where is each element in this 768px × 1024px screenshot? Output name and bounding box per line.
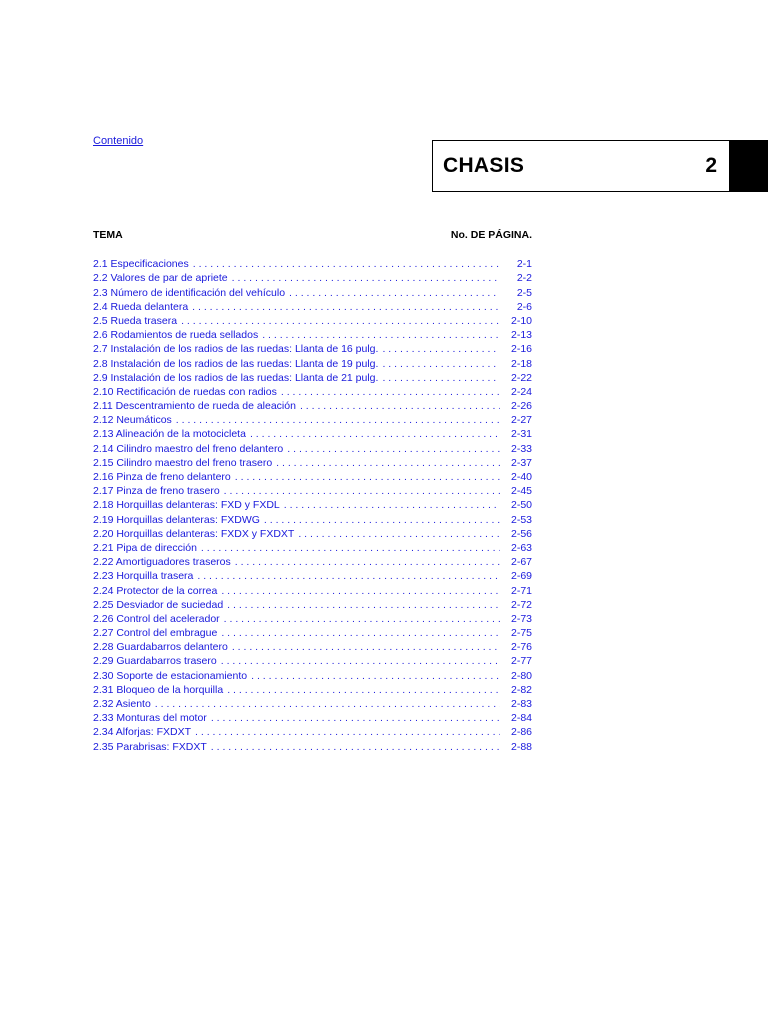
toc-dot-leader xyxy=(224,613,500,625)
toc-entry-title: 2.21 Pipa de dirección xyxy=(93,541,197,554)
toc-entry-title: 2.8 Instalación de los radios de las ruedas: Llanta de 19 pulg. xyxy=(93,357,379,370)
chapter-tab-marker xyxy=(730,140,768,192)
toc-entry-page: 2-18 xyxy=(510,357,532,370)
toc-dot-leader xyxy=(284,499,500,511)
table-of-contents xyxy=(93,256,532,753)
toc-dot-leader xyxy=(235,556,500,568)
toc-entry[interactable] xyxy=(93,554,532,568)
toc-entry[interactable] xyxy=(93,455,532,469)
toc-entry[interactable] xyxy=(93,341,532,355)
toc-entry-title: 2.12 Neumáticos xyxy=(93,414,172,427)
toc-entry-page: 2-71 xyxy=(510,584,532,597)
toc-entry-title: 2.28 Guardabarros delantero xyxy=(93,641,228,654)
toc-entry-page: 2-2 xyxy=(516,272,532,285)
toc-entry[interactable] xyxy=(93,284,532,298)
chapter-number: 2 xyxy=(705,154,717,177)
toc-entry-title: 2.18 Horquillas delanteras: FXD y FXDL xyxy=(93,499,280,512)
toc-dot-leader xyxy=(224,485,500,497)
toc-entry[interactable] xyxy=(93,370,532,384)
toc-entry-page: 2-67 xyxy=(510,556,532,569)
toc-entry[interactable] xyxy=(93,526,532,540)
toc-entry[interactable] xyxy=(93,540,532,554)
toc-dot-leader xyxy=(232,641,500,653)
toc-entry-page: 2-82 xyxy=(510,683,532,696)
toc-dot-leader xyxy=(176,414,500,426)
toc-entry-page: 2-33 xyxy=(510,442,532,455)
toc-dot-leader xyxy=(193,258,500,270)
toc-dot-leader xyxy=(289,287,500,299)
toc-entry-title: 2.17 Pinza de freno trasero xyxy=(93,485,220,498)
toc-entry[interactable] xyxy=(93,327,532,341)
toc-entry-page: 2-84 xyxy=(510,712,532,725)
toc-entry[interactable] xyxy=(93,483,532,497)
page-column-heading: No. DE PÁGINA. xyxy=(450,229,532,241)
toc-entry-title: 2.31 Bloqueo de la horquilla xyxy=(93,683,224,696)
toc-entry[interactable] xyxy=(93,625,532,639)
toc-entry-title: 2.2 Valores de par de apriete xyxy=(93,272,228,285)
toc-entry[interactable] xyxy=(93,398,532,412)
toc-entry-page: 2-45 xyxy=(510,485,532,498)
toc-entry-title: 2.15 Cilindro maestro del freno trasero xyxy=(93,456,273,469)
toc-dot-leader xyxy=(221,627,500,639)
toc-entry-title: 2.19 Horquillas delanteras: FXDWG xyxy=(93,513,260,526)
toc-entry-page: 2-22 xyxy=(510,371,532,384)
toc-entry[interactable] xyxy=(93,256,532,270)
toc-dot-leader xyxy=(181,315,500,327)
toc-entry[interactable] xyxy=(93,299,532,313)
toc-entry[interactable] xyxy=(93,667,532,681)
toc-entry[interactable] xyxy=(93,313,532,327)
toc-entry[interactable] xyxy=(93,412,532,426)
toc-entry-title: 2.3 Número de identificación del vehículo xyxy=(93,286,286,299)
toc-dot-leader xyxy=(227,599,500,611)
toc-entry[interactable] xyxy=(93,724,532,738)
toc-entry[interactable] xyxy=(93,653,532,667)
chapter-header-box xyxy=(432,140,730,192)
toc-entry-page: 2-69 xyxy=(510,570,532,583)
toc-entry-page: 2-6 xyxy=(516,300,532,313)
toc-dot-leader xyxy=(211,712,500,724)
toc-entry-title: 2.13 Alineación de la motocicleta xyxy=(93,428,246,441)
toc-entry[interactable] xyxy=(93,270,532,284)
toc-dot-leader xyxy=(211,741,500,753)
toc-dot-leader xyxy=(221,655,500,667)
toc-dot-leader xyxy=(232,272,500,284)
toc-entry-page: 2-16 xyxy=(510,343,532,356)
toc-entry[interactable] xyxy=(93,597,532,611)
toc-entry-title: 2.1 Especificaciones xyxy=(93,258,189,271)
toc-entry[interactable] xyxy=(93,582,532,596)
toc-entry-title: 2.29 Guardabarros trasero xyxy=(93,655,217,668)
toc-entry-title: 2.9 Instalación de los radios de las ruedas: Llanta de 21 pulg. xyxy=(93,371,379,384)
toc-entry-title: 2.4 Rueda delantera xyxy=(93,300,189,313)
toc-entry-page: 2-76 xyxy=(510,641,532,654)
toc-dot-leader xyxy=(227,684,500,696)
toc-entry-title: 2.22 Amortiguadores traseros xyxy=(93,556,231,569)
chapter-title: CHASIS xyxy=(443,154,525,177)
toc-entry-page: 2-75 xyxy=(510,627,532,640)
toc-entry[interactable] xyxy=(93,497,532,511)
toc-entry-title: 2.16 Pinza de freno delantero xyxy=(93,471,231,483)
toc-entry-page: 2-56 xyxy=(510,527,532,540)
toc-entry[interactable] xyxy=(93,682,532,696)
toc-entry[interactable] xyxy=(93,611,532,625)
toc-entry-page: 2-24 xyxy=(510,385,532,398)
contents-link[interactable]: Contenido xyxy=(93,135,144,147)
toc-dot-leader xyxy=(235,471,500,483)
toc-entry[interactable] xyxy=(93,568,532,582)
toc-entry-title: 2.27 Control del embrague xyxy=(93,627,218,640)
toc-entry-page: 2-80 xyxy=(510,669,532,682)
toc-entry-page: 2-53 xyxy=(510,513,532,526)
toc-entry-page: 2-88 xyxy=(510,740,532,753)
toc-dot-leader xyxy=(251,670,500,682)
toc-entry-page: 2-5 xyxy=(516,286,532,299)
toc-entry-page: 2-83 xyxy=(510,698,532,710)
toc-entry[interactable] xyxy=(93,426,532,440)
toc-entry-title: 2.7 Instalación de los radios de las ruedas: Llanta de 16 pulg. xyxy=(93,343,379,356)
toc-dot-leader xyxy=(195,726,500,738)
toc-entry-page: 2-10 xyxy=(510,314,532,327)
toc-entry-title: 2.5 Rueda trasera xyxy=(93,314,178,327)
toc-entry-title: 2.24 Protector de la correa xyxy=(93,584,218,597)
toc-entry[interactable] xyxy=(93,696,532,710)
toc-entry-page: 2-50 xyxy=(510,499,532,512)
toc-entry[interactable] xyxy=(93,355,532,369)
toc-entry-page: 2-26 xyxy=(510,400,532,413)
toc-dot-leader xyxy=(382,358,500,370)
toc-entry[interactable] xyxy=(93,469,532,483)
toc-entry-title: 2.33 Monturas del motor xyxy=(93,712,207,725)
toc-dot-leader xyxy=(192,301,500,313)
toc-entry-page: 2-63 xyxy=(510,541,532,554)
toc-entry-title: 2.25 Desviador de suciedad xyxy=(93,598,224,611)
toc-dot-leader xyxy=(287,443,500,455)
toc-entry-title: 2.11 Descentramiento de rueda de aleación xyxy=(93,400,296,413)
toc-dot-leader xyxy=(300,400,500,412)
toc-entry-title: 2.23 Horquilla trasera xyxy=(93,570,194,583)
toc-dot-leader xyxy=(262,329,500,341)
toc-entry-page: 2-73 xyxy=(510,612,532,625)
toc-entry-title: 2.20 Horquillas delanteras: FXDX y FXDXT xyxy=(93,527,295,540)
toc-entry-page: 2-86 xyxy=(510,726,532,739)
toc-dot-leader xyxy=(155,698,500,710)
toc-dot-leader xyxy=(382,372,500,384)
toc-entry-page: 2-72 xyxy=(510,598,532,611)
toc-dot-leader xyxy=(221,585,500,597)
toc-entry-page: 2-27 xyxy=(510,414,532,427)
toc-entry-title: 2.10 Rectificación de ruedas con radios xyxy=(93,385,277,398)
toc-entry-page: 2-1 xyxy=(516,258,532,271)
toc-entry-title: 2.6 Rodamientos de rueda sellados xyxy=(93,329,259,342)
toc-entry-title: 2.35 Parabrisas: FXDXT xyxy=(93,740,207,753)
toc-entry[interactable] xyxy=(93,440,532,454)
toc-dot-leader xyxy=(281,386,500,398)
toc-entry-title: 2.30 Soporte de estacionamiento xyxy=(93,669,248,682)
toc-dot-leader xyxy=(250,428,500,440)
toc-entry-page: 2-77 xyxy=(510,655,532,668)
toc-entry[interactable] xyxy=(93,639,532,653)
toc-dot-leader xyxy=(382,343,500,355)
toc-dot-leader xyxy=(201,542,500,554)
toc-entry-title: 2.26 Control del acelerador xyxy=(93,612,220,625)
toc-entry-title: 2.34 Alforjas: FXDXT xyxy=(93,726,192,739)
toc-entry-page: 2-31 xyxy=(510,428,532,441)
toc-entry[interactable] xyxy=(93,384,532,398)
toc-entry[interactable] xyxy=(93,511,532,525)
toc-entry-title: 2.32 Asiento xyxy=(93,698,151,710)
toc-entry[interactable] xyxy=(93,738,532,752)
toc-entry-page: 2-13 xyxy=(510,329,532,342)
toc-entry-page: 2-40 xyxy=(510,471,532,483)
toc-entry[interactable] xyxy=(93,710,532,724)
topic-column-heading: TEMA xyxy=(93,229,123,241)
toc-dot-leader xyxy=(197,570,500,582)
toc-entry-page: 2-37 xyxy=(510,456,532,469)
toc-entry-title: 2.14 Cilindro maestro del freno delantero xyxy=(93,442,284,455)
toc-dot-leader xyxy=(298,528,500,540)
toc-dot-leader xyxy=(276,457,500,469)
toc-dot-leader xyxy=(264,514,500,526)
